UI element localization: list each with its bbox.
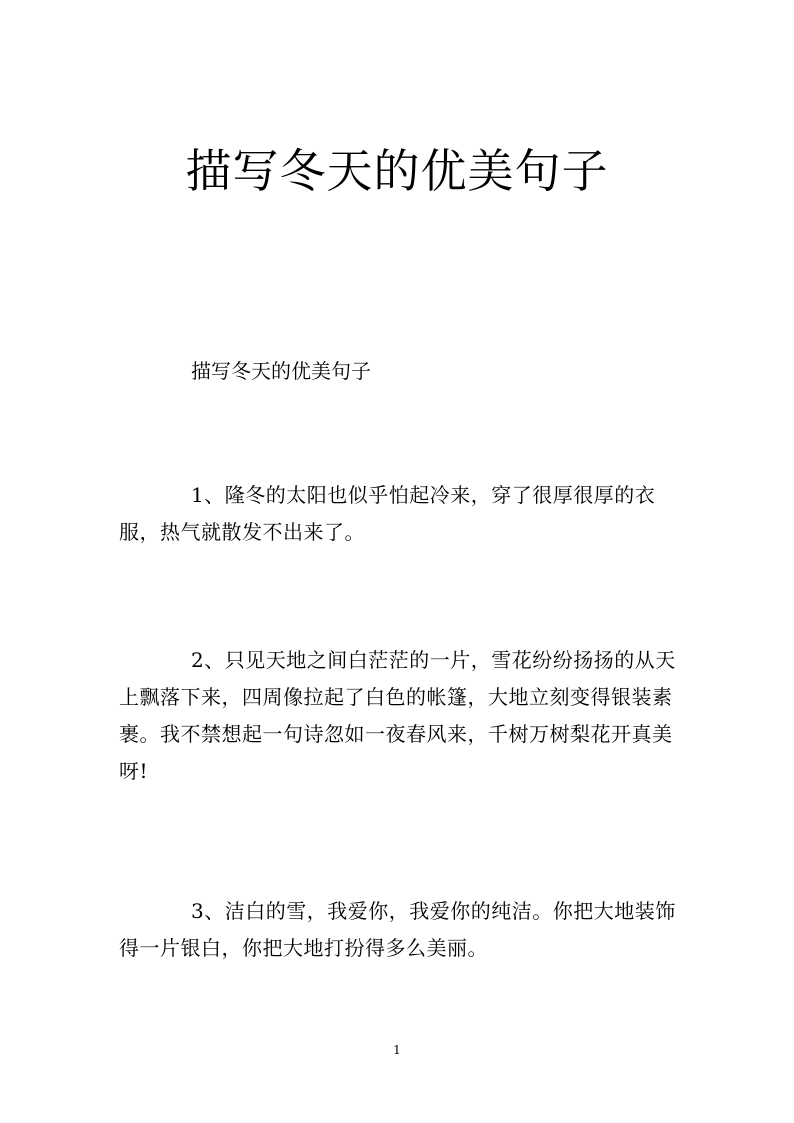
document-subtitle: 描写冬天的优美句子 xyxy=(191,359,371,383)
document-title: 描写冬天的优美句子 xyxy=(185,144,609,198)
page-number: 1 xyxy=(393,1043,401,1057)
paragraph-3: 3、洁白的雪，我爱你，我爱你的纯洁。你把大地装饰得一片银白，你把大地打扮得多么美丽。 xyxy=(119,899,676,960)
paragraph-1: 1、隆冬的太阳也似乎怕起冷来，穿了很厚很厚的衣服，热气就散发不出来了。 xyxy=(119,483,656,544)
paragraph-2: 2、只见天地之间白茫茫的一片，雪花纷纷扬扬的从天上飘落下来，四周像拉起了白色的帐篷，大地立刻变得银装素裹。我不禁想起一句诗忽如一夜春风来，千树万树梨花开真美呀! xyxy=(119,648,676,783)
